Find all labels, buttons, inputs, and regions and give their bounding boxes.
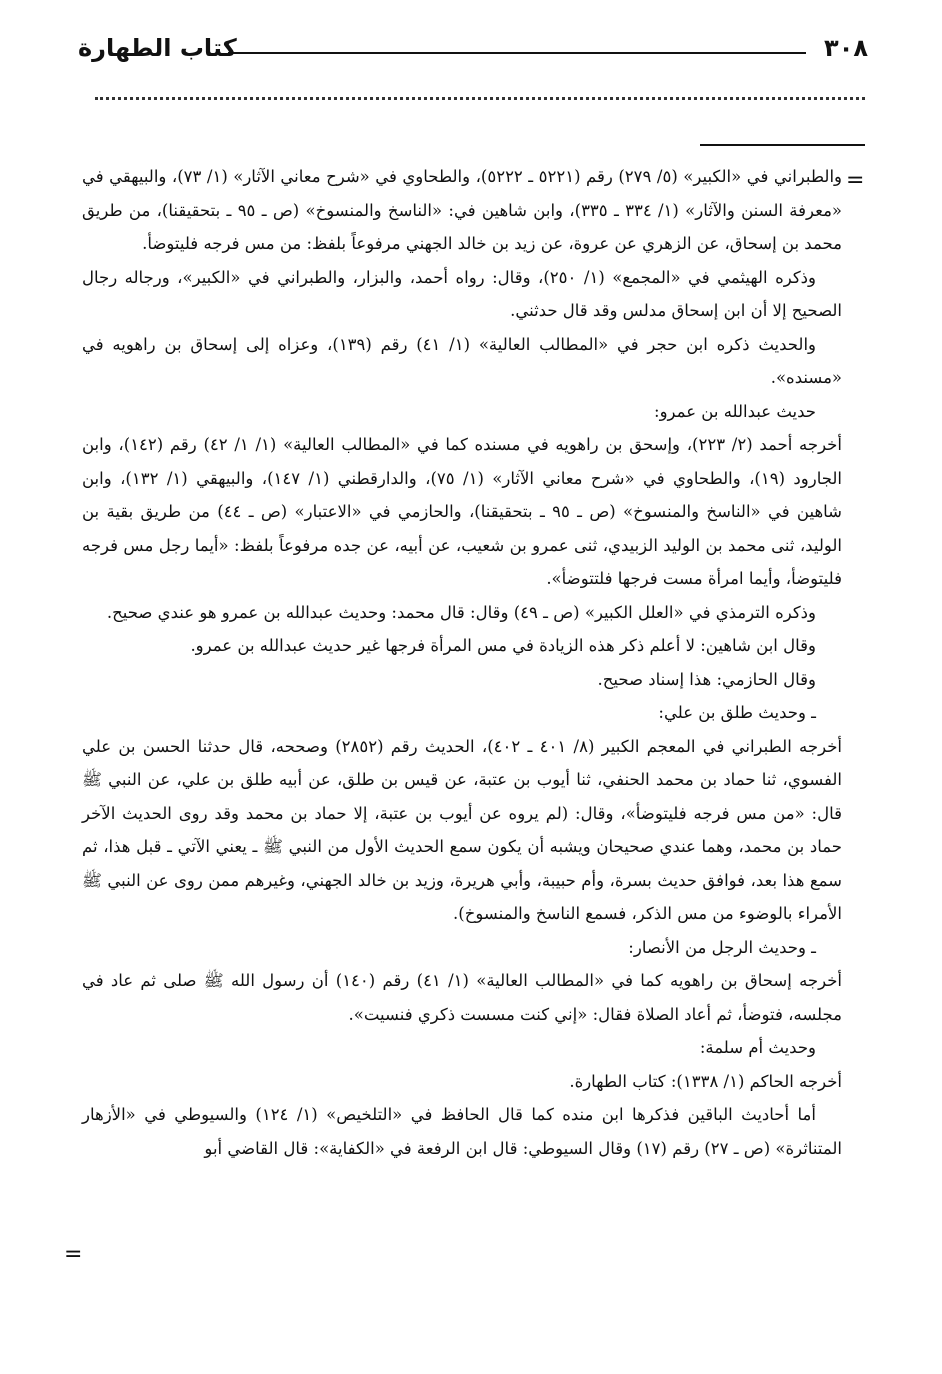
section-heading: وحديث أم سلمة:: [699, 1038, 816, 1057]
footnote-separator: [700, 144, 865, 146]
section-heading: ـ وحديث الرجل من الأنصار:: [628, 937, 816, 957]
header-rule: [228, 52, 806, 54]
paragraph: وذكره الهيثمي في «المجمع» (١/ ٢٥٠)، وقال: رواه أحمد، والبزار، والطبراني في «الكبير»، ورجاله رجال الصحيح إلا أن ابن إسحاق مدلس وقد قال حدثني.: [82, 267, 842, 320]
page-header: [78, 28, 868, 68]
paragraph: والطبراني في «الكبير» (٥/ ٢٧٩) رقم (٥٢٢١ ـ ٥٢٢٢)، والطحاوي في «شرح معاني الآثار» (١/ ٧٣)، والبيهقي في «معرفة السنن والآثار» (١/ ٣٣٤ ـ ٣٣٥)، وابن شاهين في: «الناسخ والمنسوخ» (ص ـ ٩٥ ـ بتحقيقنا)، من طريق محمد بن إسحاق، عن الزهري عن عروة، عن زيد بن خالد الجهني مرفوعاً بلفظ: من مس فرجه فليتوضأ.: [82, 167, 842, 253]
continuation-mark-bottom: =: [64, 1242, 83, 1267]
book-title: كتاب الطهارة: [78, 34, 237, 62]
paragraph: وذكره الترمذي في «العلل الكبير» (ص ـ ٤٩) وقال: قال محمد: وحديث عبدالله بن عمرو هو عندي صحيح.: [106, 602, 816, 622]
dotted-separator: [95, 97, 865, 100]
paragraph: أخرجه الحاكم (١/ ١٣٣٨): كتاب الطهارة.: [569, 1071, 842, 1091]
paragraph: أخرجه إسحاق بن راهويه كما في «المطالب العالية» (١/ ٤١) رقم (١٤٠) أن رسول الله ﷺ صلى ثم عاد في مجلسه، فتوضأ، ثم أعاد الصلاة فقال: «إني كنت مسست ذكري فنسيت».: [82, 971, 843, 1024]
paragraph: أما أحاديث الباقين فذكرها ابن منده كما قال الحافظ في «التلخيص» (١/ ١٢٤) والسيوطي في «الأزهار المتناثرة» (ص ـ ٢٧) رقم (١٧) وقال السيوطي: قال ابن الرفعة في «الكفاية»: قال القاضي أبو: [82, 1105, 842, 1158]
paragraph: وقال الحازمي: هذا إسناد صحيح.: [597, 669, 816, 689]
footnote-text: [82, 160, 842, 1165]
paragraph: والحديث ذكره ابن حجر في «المطالب العالية» (١/ ٤١) رقم (١٣٩)، وعزاه إلى إسحاق بن راهويه في «مسنده».: [82, 334, 842, 387]
paragraph: أخرجه الطبراني في المعجم الكبير (٨/ ٤٠١ ـ ٤٠٢)، الحديث رقم (٢٨٥٢) وصححه، قال حدثنا الحسن بن علي الفسوي، ثنا حماد بن محمد الحنفي، ثنا أيوب بن عتبة، عن قيس بن طلق، عن أبيه طلق بن علي، عن النبي ﷺ قال: «من مس فرجه فليتوضأ»، وقال: (لم يروه عن أيوب بن عتبة، إلا حماد بن محمد وقد روى الحديث الآخر حماد بن محمد، وهما عندي صحيحان ويشبه أن يكون سمع الحديث الأول من النبي ﷺ ـ يعني الآتي ـ قبل هذا، ثم سمع هذا بعد، فوافق حديث بسرة، وأم حبيبة، وأبي هريرة، وزيد بن خالد الجهني، وغيرهم ممن روى عن النبي ﷺ الأمراء بالوضوء من مس الذكر، فسمع الناسخ والمنسوخ).: [82, 736, 843, 923]
section-heading: حديث عبدالله بن عمرو:: [654, 401, 816, 421]
paragraph: وقال ابن شاهين: لا أعلم ذكر هذه الزيادة في مس المرأة فرجها غير حديث عبدالله بن عمرو.: [190, 636, 816, 655]
section-heading: ـ وحديث طلق بن علي:: [658, 703, 816, 722]
paragraph: أخرجه أحمد (٢/ ٢٢٣)، وإسحق بن راهويه في مسنده كما في «المطالب العالية» (١/ ١/ ٤٢) رقم (١٤٢)، وابن الجارود (١٩)، والطحاوي في «شرح معاني الآثار» (١/ ٧٥)، والدارقطني (١/ ١٤٧)، والبيهقي (١/ ١٣٢)، وابن شاهين في «الناسخ والمنسوخ» (ص ـ ٩٥ ـ بتحقيقنا)، والحازمي في «الاعتبار» (ص ـ ٤٤) من طريق بقية بن الوليد، ثنى محمد بن الوليد الزبيدي، ثنى عمرو بن شعيب، عن أبيه، عن جده مرفوعاً بلفظ: «أيما رجل مس فرجه فليتوضأ، وأيما امرأة مست فرجها فلتتوضأ».: [82, 435, 842, 588]
page-number: ٣٠٨: [824, 34, 868, 62]
continuation-mark-top: =: [846, 168, 865, 193]
